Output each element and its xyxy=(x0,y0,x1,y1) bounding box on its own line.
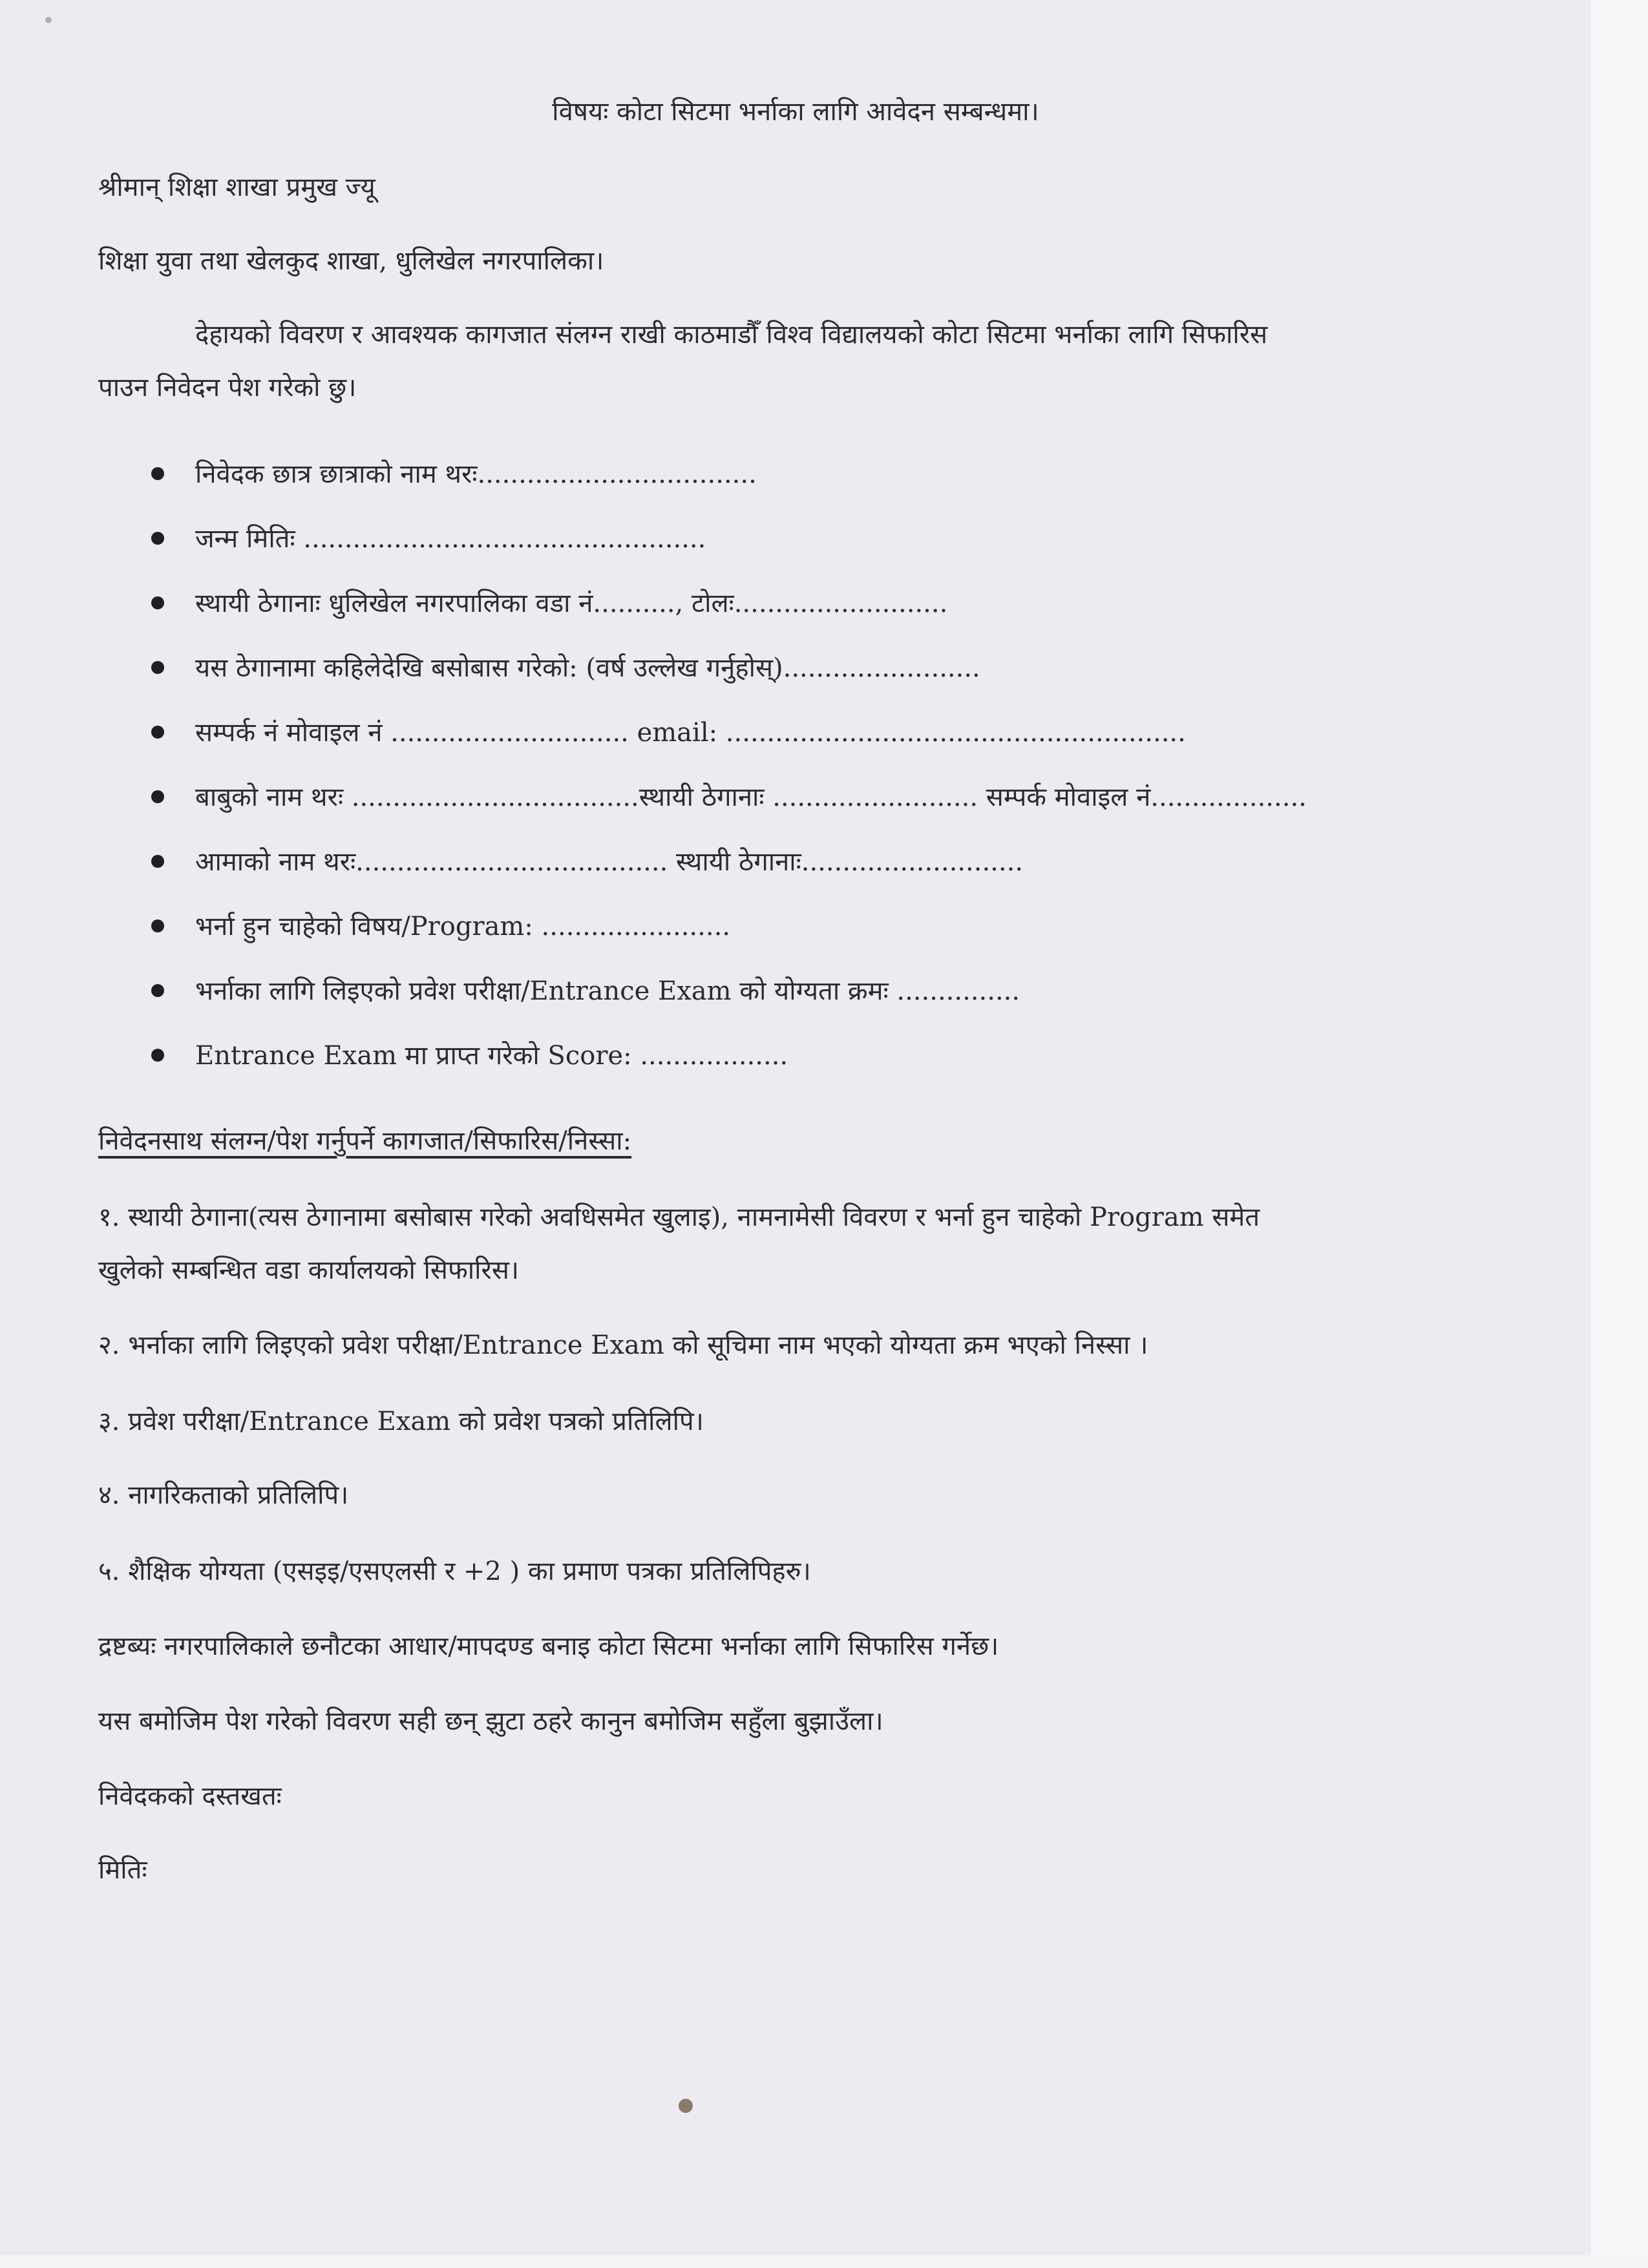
bullet-icon xyxy=(151,919,164,932)
field-entrance-score: Entrance Exam मा प्राप्त गरेको Score: .................. xyxy=(195,1041,788,1071)
salutation: श्रीमान् शिक्षा शाखा प्रमुख ज्यू xyxy=(98,173,375,202)
intro-paragraph-line-2: पाउन निवेदन पेश गरेको छु। xyxy=(98,373,357,403)
field-entrance-rank: भर्नाका लागि लिइएको प्रवेश परीक्षा/Entrance Exam को योग्यता क्रमः ............... xyxy=(195,976,1020,1006)
intro-paragraph-line-1: देहायको विवरण र आवश्यक कागजात संलग्न राखी काठमाडौँ विश्व विद्यालयको कोटा सिटमा भर्नाका लागि सिफारिस xyxy=(195,320,1268,350)
field-residence-since: यस ठेगानामा कहिलेदेखि बसोबास गरेको: (वर्ष उल्लेख गर्नुहोस्)........................ xyxy=(195,653,980,683)
addressee: शिक्षा युवा तथा खेलकुद शाखा, धुलिखेल नगरपालिका। xyxy=(98,246,604,276)
scan-margin-bottom xyxy=(0,2255,1648,2268)
bullet-icon xyxy=(151,790,164,803)
field-contact: सम्पर्क नं मोवाइल नं ............................. email: ........................................................ xyxy=(195,718,1186,748)
scan-speck xyxy=(45,17,52,23)
bullet-icon xyxy=(151,726,164,739)
attachment-item-1-line-2: खुलेको सम्बन्धित वडा कार्यालयको सिफारिस। xyxy=(98,1255,520,1285)
bullet-icon xyxy=(151,1049,164,1062)
signature-label: निवेदकको दस्तखतः xyxy=(98,1781,282,1811)
attachment-item-1-line-1: १. स्थायी ठेगाना(त्यस ठेगानामा बसोबास गरेको अवधिसमेत खुलाइ), नामनामेसी विवरण र भर्ना हुन चाहेको Program समेत xyxy=(98,1202,1260,1232)
attachments-heading: निवेदनसाथ संलग्न/पेश गर्नुपर्ने कागजात/सिफारिस/निस्सा: xyxy=(98,1126,632,1156)
field-program: भर्ना हुन चाहेको विषय/Program: ....................... xyxy=(195,912,730,941)
field-mother-details: आमाको नाम थरः...................................... स्थायी ठेगानाः........................... xyxy=(195,847,1024,877)
scan-speck xyxy=(679,2099,693,2113)
bullet-icon xyxy=(151,596,164,609)
bullet-icon xyxy=(151,467,164,480)
bullet-icon xyxy=(151,984,164,997)
scan-margin-right xyxy=(1591,0,1648,2268)
field-permanent-address: स्थायी ठेगानाः धुलिखेल नगरपालिका वडा नं.........., टोलः.......................... xyxy=(195,589,948,618)
attachment-item-3: ३. प्रवेश परीक्षा/Entrance Exam को प्रवेश पत्रको प्रतिलिपि। xyxy=(98,1407,704,1436)
attachment-item-4: ४. नागरिकताको प्रतिलिपि। xyxy=(98,1480,349,1510)
field-applicant-name: निवेदक छात्र छात्राको नाम थरः.................................. xyxy=(195,459,757,489)
subject-line: विषयः कोटा सिटमा भर्नाका लागि आवेदन सम्बन्धमा। xyxy=(552,97,1039,127)
attachment-item-5: ५. शैक्षिक योग्यता (एसइइ/एसएलसी र +2 ) का प्रमाण पत्रका प्रतिलिपिहरु। xyxy=(98,1557,811,1586)
bullet-icon xyxy=(151,661,164,674)
date-label: मितिः xyxy=(98,1855,147,1885)
declaration-line: यस बमोजिम पेश गरेको विवरण सही छन् झुटा ठहरे कानुन बमोजिम सहुँला बुझाउँला। xyxy=(98,1706,883,1736)
field-father-details: बाबुको नाम थरः ...................................स्थायी ठेगानाः ......................... सम्पर्क मोवाइल नं................... xyxy=(195,782,1307,812)
attachment-item-2: २. भर्नाका लागि लिइएको प्रवेश परीक्षा/Entrance Exam को सूचिमा नाम भएको योग्यता क्रम भएको निस्सा । xyxy=(98,1330,1148,1360)
note-line: द्रष्टब्यः नगरपालिकाले छनौटका आधार/मापदण्ड बनाइ कोटा सिटमा भर्नाका लागि सिफारिस गर्नेछ। xyxy=(98,1632,999,1661)
bullet-icon xyxy=(151,532,164,545)
bullet-icon xyxy=(151,855,164,868)
field-date-of-birth: जन्म मितिः ................................................. xyxy=(195,524,706,554)
